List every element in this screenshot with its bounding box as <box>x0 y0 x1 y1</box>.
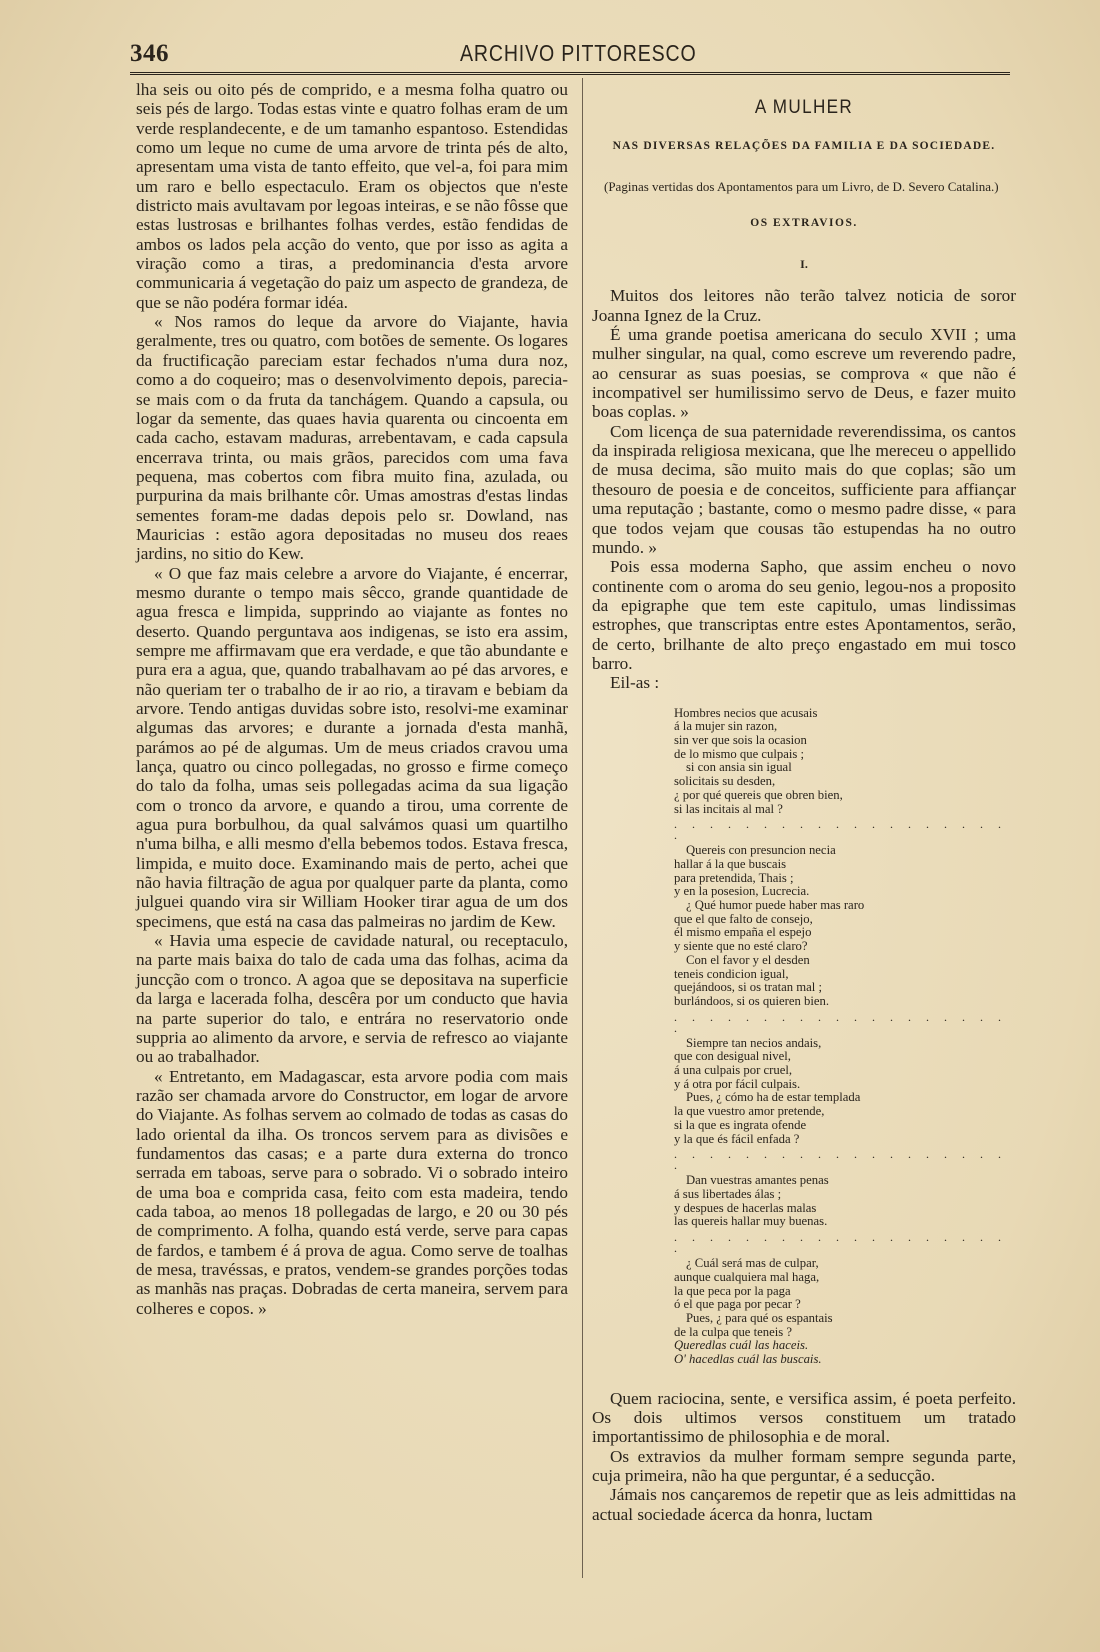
poem-line: y la que és fácil enfada ? <box>674 1131 800 1146</box>
poem-line: á una culpais por cruel, <box>674 1063 793 1078</box>
poem-line: aunque cualquiera mal haga, <box>674 1269 820 1284</box>
poem-line: y siente que no esté claro? <box>674 939 808 954</box>
poem-line: á la mujer sin razon, <box>674 719 778 734</box>
poem-line: y despues de hacerlas malas <box>674 1200 817 1215</box>
poem-line: Hombres necios que acusais <box>674 705 818 720</box>
section-number: I. <box>800 257 808 272</box>
paragraph: Com licença de sua paternidade reverendissima, os cantos da inspirada religiosa mexicana, que lhe mereceu o appellido de musa decima, são muito mais do que coplas; são um thesouro de poesia e de conceitos, sufficiente para affiançar uma reputação ; bastante, como o mesmo padre disse, « para que todos vejam que cousas tão estupendas ha no outro mundo. » <box>592 421 1016 557</box>
poem-line: ¿ por qué quereis que obren bien, <box>674 787 843 802</box>
poem-line: sin ver que sois la ocasion <box>674 733 807 747</box>
stanza-separator: . . . . . . . . . . . . . . . . . . . . <box>674 1009 1007 1035</box>
running-title: ARCHIVO PITTORESCO <box>460 40 697 66</box>
stanza-separator: . . . . . . . . . . . . . . . . . . . . <box>674 1230 1007 1256</box>
poem-line: él mismo empaña el espejo <box>674 925 812 940</box>
stanza-separator: . . . . . . . . . . . . . . . . . . . . <box>674 817 1007 843</box>
poem-line: Pues, ¿ cómo ha de estar templada <box>686 1090 861 1105</box>
paragraph: Quem raciocina, sente, e versifica assim, é poeta perfeito. Os dois ultimos versos constituem um tratado importantissimo de philosophia e de moral. <box>592 1388 1016 1447</box>
poem-line: y á otra por fácil culpais. <box>674 1076 801 1091</box>
source-note: (Paginas vertidas dos Apontamentos para um Livro, de D. Severo Catalina.) <box>604 178 999 194</box>
paragraph: Eil-as : <box>610 673 660 693</box>
poem-line: las quereis hallar muy buenas. <box>674 1214 828 1229</box>
poem-stanza <box>674 707 1016 817</box>
poem-line: para pretendida, Thais ; <box>674 870 794 885</box>
column-divider <box>582 78 583 1578</box>
poem-stanza <box>674 1037 1016 1147</box>
poem-line: si las incitais al mal ? <box>674 801 783 816</box>
poem-line: O' hacedlas cuál las buscais. <box>674 1352 822 1367</box>
poem <box>674 707 1016 1367</box>
poem-line: Queredlas cuál las haceis. <box>674 1338 809 1353</box>
paragraph: lha seis ou oito pés de comprido, e a mesma folha quatro ou seis pés de largo. Todas estas vinte e quatro folhas eram de um verde resplandecente, e de um tamanho espantoso. Estendidas como um leque no cume de uma arvore de trinta pés de alto, apresentam uma vista de tanto effeito, que vel-a, foi para mim um raro e bello espectaculo. Eram os objectos que n'este districto mais avultavam por legoas inteiras, e se não fôsse que estas lustrosas e brilhantes folhas verdes, estão fendidas de ambos os lados pela acção do vento, que por isso as agita a viração como a tiras, a predominancia d'esta arvore communicaria á vegetação do paiz um aspecto de grandeza, de que se não podéra formar idéa. <box>136 80 568 312</box>
paragraph: « O que faz mais celebre a arvore do Viajante, é encerrar, mesmo durante o tempo mais sêcco, grande quantidade de agua fresca e limpida, supprindo ao viajante as fontes no deserto. Quando perguntava aos indigenas, se isto era assim, sempre me affirmavam que era verdade, e que tão abundante e pura era a agua, que, quando trabalhavam ao pé das arvores, e não queriam ter o trabalho de ir ao rio, a tiravam e bebiam da arvore. Tendo antigas duvidas sobre isto, resolvi-me examinar algumas das arvores; e durante a jornada d'esta manhã, parámos ao pé de algumas. Um de meus criados cravou uma lança, quatro ou cinco pollegadas, no grosso e firme começo do talo da folha, umas seis pollegadas acima da sua ligação com o tronco da arvore, e quando a tirou, uma corrente de agua pura borbulhou, da qual salvámos quasi um quartilho n'uma bilha, e alli mesmo d'ella bebemos todos. Estava fresca, limpida, e muito doce. Examinando mais de perto, achei que não havia filtração de agua por qualquer parte da planta, como julguei quando vira sir William Hooker tirar agua de um dos specimens, que está na casa das palmeiras no jardim de Kew. <box>136 563 568 931</box>
closing-text <box>592 1389 1016 1524</box>
poem-line: solicitais su desden, <box>674 774 776 789</box>
article-subtitle: NAS DIVERSAS RELAÇÕES DA FAMILIA E DA SOCIEDADE. <box>612 140 996 153</box>
poem-line: de lo mismo que culpais ; <box>674 746 805 761</box>
page-header <box>130 38 1010 72</box>
poem-line: ¿ Qué humor puede haber mas raro <box>686 898 865 913</box>
stanza-separator: . . . . . . . . . . . . . . . . . . . . <box>674 1147 1007 1173</box>
section-heading: OS EXTRAVIOS. <box>750 216 858 229</box>
article-title: A MULHER <box>754 97 854 118</box>
poem-line: Con el favor y el desden <box>686 952 810 967</box>
poem-line: que con desigual nivel, <box>674 1049 791 1064</box>
poem-line: la que vuestro amor pretende, <box>674 1104 825 1119</box>
poem-line: á sus libertades álas ; <box>674 1186 782 1201</box>
poem-line: Siempre tan necios andais, <box>686 1035 822 1050</box>
paragraph: « Nos ramos do leque da arvore do Viajante, havia geralmente, tres ou quatro, com botões de semente. Os logares da fructificação pareciam estar fechados n'uma dura noz, como a do coqueiro; mas o desenvolvimento depois, parecia-se mais com o da fruta da tanchágem. Quando a capsula, ou logar da semente, das quaes havia quarenta ou cincoenta em cada cacho, estavam maduras, arrebentavam, e cada capsula encerrava trinta, ou mais grãos, parecidos com uma fava pequena, mas cobertos com fibra muito fina, azulada, ou purpurina da mais brilhante côr. Umas amostras d'estas lindas sementes foram-me dadas depois pelo sr. Dowland, nas Mauricias : estão agora depositadas no museu dos reaes jardins, no sitio do Kew. <box>136 312 568 564</box>
poem-line: teneis condicion igual, <box>674 966 789 981</box>
poem-stanza <box>674 1257 1016 1367</box>
paragraph: « Entretanto, em Madagascar, esta arvore podia com mais razão ser chamada arvore do Constructor, em logar de arvore do Viajante. As folhas servem ao colmado de todas as casas do lado oriental da ilha. Os troncos servem para as divisões e fundamentos das casas; e a parte dura externa do tronco serrada em taboas, serve para o sobrado. Vi o sobrado inteiro de uma boa e comprida casa, feito com esta madeira, tendo cada taboa, ao menos 18 pollegadas de largo, e 20 ou 30 pés de comprimento. A folha, quando está verde, serve para capas de fardos, e tambem é á prova de agua. Como serve de toalhas de mesa, travéssas, e pratos, vendem-se grandes porções todas as manhãs nas praças. Dobradas de certa maneira, servem para colheres e copos. » <box>136 1066 568 1318</box>
page-number: 346 <box>130 40 169 67</box>
poem-line: ¿ Cuál será mas de culpar, <box>686 1256 819 1271</box>
poem-line: quejándoos, si os tratan mal ; <box>674 980 822 995</box>
poem-line: que el que falto de consejo, <box>674 911 813 926</box>
poem-line: y en la posesion, Lucrecia. <box>674 884 810 899</box>
paragraph: Muitos dos leitores não terão talvez noticia de soror Joanna Ignez de la Cruz. <box>592 286 1016 325</box>
poem-line: si con ansia sin igual <box>686 760 792 775</box>
poem-stanza <box>674 1174 1016 1229</box>
poem-stanza <box>674 844 1016 1008</box>
right-column <box>592 80 1016 1524</box>
poem-line: de la culpa que teneis ? <box>674 1324 793 1339</box>
poem-line: si la que es ingrata ofende <box>674 1117 807 1132</box>
header-rule <box>130 72 1010 75</box>
left-column <box>136 80 568 1318</box>
poem-line: Pues, ¿ para qué os espantais <box>686 1310 833 1325</box>
poem-line: la que peca por la paga <box>674 1283 791 1298</box>
paragraph: Pois essa moderna Sapho, que assim encheu o novo continente com o aroma do seu genio, legou-nos a proposito da epigraphe que tem este capitulo, umas lindissimas estrophes, que transcriptas entre estes Apontamentos, serão, de certo, brilhante de alto preço engastado em mui tosco barro. <box>592 557 1016 673</box>
paragraph: Os extravios da mulher formam sempre segunda parte, cuja primeira, não ha que perguntar, é a seducção. <box>592 1446 1016 1486</box>
paragraph: « Havia uma especie de cavidade natural, ou receptaculo, na parte mais baixa do talo de cada uma das folhas, acima da juncção com o tronco. A agoa que se depositava na superficie da larga e lacerada folha, descêra por um conducto que havia na parte superior do talo, e entrára no reservatorio onde suppria ao alimento da arvore, e servia de refresco ao viajante ou ao trabalhador. <box>136 931 568 1067</box>
poem-line: ó el que paga por pecar ? <box>674 1297 801 1312</box>
paragraph: É uma grande poetisa americana do seculo XVII ; uma mulher singular, na qual, como escreve um reverendo padre, ao censurar as suas poesias, se comprova « que não é incompativel ser humilissimo servo de Deus, e fazer muito boas coplas. » <box>592 325 1016 422</box>
poem-line: Quereis con presuncion necia <box>686 843 836 858</box>
poem-line: Dan vuestras amantes penas <box>686 1173 829 1188</box>
poem-line: hallar á la que buscais <box>674 856 787 871</box>
poem-line: burlándoos, si os quieren bien. <box>674 993 830 1008</box>
paragraph: Jámais nos cançaremos de repetir que as leis admittidas na actual sociedade ácerca da honra, luctam <box>592 1485 1016 1524</box>
